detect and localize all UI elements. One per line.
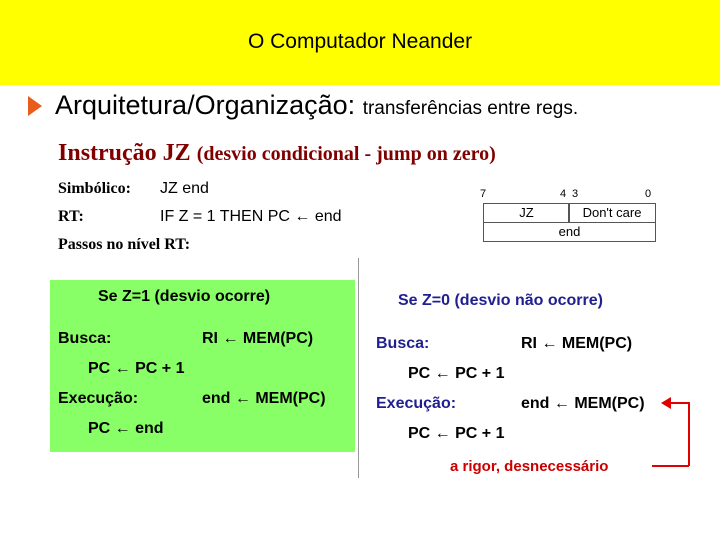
symbolic-value: JZ end [160,180,209,197]
taken-busca-label: Busca: [58,330,112,347]
bullet-arrow-icon [28,96,42,116]
opcode-text: JZ [519,205,534,220]
slide-title: O Computador Neander [247,30,473,53]
not-taken-case-title: Se Z=0 (desvio não ocorre) [398,292,603,309]
section-heading-main: Arquitetura/Organização: [55,90,356,120]
taken-case-title: Se Z=1 (desvio ocorre) [98,288,271,305]
bit-3-label: 3 [572,188,579,200]
taken-pc-end: PC ← end [88,420,164,437]
instruction-title [58,140,496,167]
section-heading-sub: transferências entre regs. [362,98,579,119]
taken-busca-value: RI ← MEM(PC) [202,330,314,347]
not-taken-pc-increment-2: PC ← PC + 1 [408,425,505,442]
not-taken-busca-value: RI ← MEM(PC) [521,335,633,352]
rt-value: IF Z = 1 THEN PC ← end [160,208,342,225]
section-heading [55,90,578,121]
rt-label: RT: [58,208,84,225]
taken-pc-increment: PC ← PC + 1 [88,360,185,377]
annotation-connector-bottom [652,465,689,467]
symbolic-label: Simbólico: [58,180,131,197]
bit-7-label: 7 [480,188,487,200]
annotation-arrowhead-icon [661,397,671,409]
bit-4-label: 4 [560,188,567,200]
taken-exec-label: Execução: [58,390,139,407]
annotation-connector-top [668,402,689,404]
dontcare-text: Don't care [582,205,642,220]
dontcare-field [568,203,656,223]
not-taken-exec-label: Execução: [376,395,457,412]
not-taken-pc-increment: PC ← PC + 1 [408,365,505,382]
not-taken-exec-value: end ← MEM(PC) [521,395,645,412]
bit-0-label: 0 [645,188,652,200]
operand-field [483,222,656,242]
instruction-name: Instrução JZ [58,140,191,166]
annotation-connector-vertical [688,402,690,466]
not-taken-busca-label: Busca: [376,335,430,352]
passos-label: Passos no nível RT: [58,236,191,253]
column-divider [358,258,359,478]
opcode-field [483,203,570,223]
instruction-subtitle: (desvio condicional - jump on zero) [196,143,496,165]
operand-text: end [558,224,581,239]
annotation-text: a rigor, desnecessário [450,458,609,475]
taken-exec-value: end ← MEM(PC) [202,390,326,407]
